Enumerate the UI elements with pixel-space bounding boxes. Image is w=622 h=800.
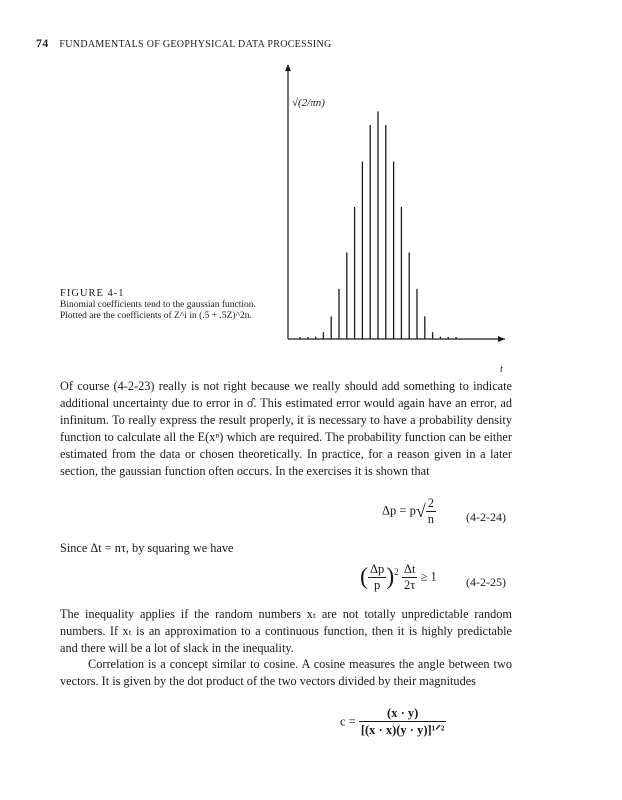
equation-4-2-24: [382, 496, 436, 527]
paragraph-2: Since Δt = nτ, by squaring we have: [60, 541, 234, 555]
paragraph-1: Of course (4-2-23) really is not right because we really should add something to indicate additional uncertainty due to error in σ̂. This estimated error would again have an error, ad infinitum. To really express the result properly, it is necessary to have a probability density function to calculate all the E(xⁿ) which are required. The probability function can be either estimated from the data or chosen theoretically. In practice, for a reason given in a later section, the gaussian function often occurs. In the exercises it is shown that: [60, 379, 512, 478]
eq3-lhs: c =: [340, 714, 356, 729]
x-axis-label: t: [500, 364, 503, 375]
eq2-frac-num: Δt: [403, 562, 416, 576]
figure-4-1: [0, 0, 622, 380]
eq3-fraction: [359, 706, 447, 738]
eq2-den: p: [374, 578, 381, 592]
eq2-lparen: (: [360, 564, 368, 590]
caption-label: FIGURE 4-1: [60, 288, 125, 299]
eq2-exponent: 2: [394, 567, 399, 578]
figure-caption: [60, 288, 272, 322]
eq3-den: [(x · x)(y · y)]¹ᐟ²: [360, 723, 445, 737]
eq1-frac-num: 2: [427, 496, 434, 510]
paragraph-3: The inequality applies if the random numbers xₜ are not totally unpredictable random numbers. If xₜ is an approximation to a continuous function, then it is highly predictable and there will be a lot of slack in the inequality.: [60, 607, 512, 655]
eq2-frac-den: 2τ: [404, 578, 416, 592]
eq1-radical: √: [415, 501, 426, 521]
caption-text: Binomial coefficients tend to the gaussian function. Plotted are the coefficients of Z^i in (.5 + .5Z)^2n.: [60, 300, 256, 321]
page-number: 74: [36, 36, 49, 50]
equation-number-4-2-25: (4-2-25): [466, 575, 506, 589]
equation-number-4-2-24: (4-2-24): [466, 510, 506, 524]
eq2-num: Δp: [370, 562, 385, 576]
eq2-fraction: [402, 562, 418, 593]
eq1-lhs: Δp = p: [382, 503, 416, 518]
y-axis-label: √(2/πn): [292, 97, 325, 109]
eq2-rparen: ): [386, 564, 395, 590]
equation-4-2-25: [360, 562, 437, 593]
running-head-title: FUNDAMENTALS OF GEOPHYSICAL DATA PROCESSING: [59, 39, 332, 50]
eq1-frac-den: n: [427, 512, 434, 526]
eq3-num: (x · y): [359, 706, 447, 722]
y-axis-arrow: [285, 64, 291, 71]
eq2-relation: ≥ 1: [420, 569, 437, 584]
eq1-fraction: [426, 496, 436, 527]
figure-bars: [300, 111, 456, 339]
eq2-inner-fraction: [368, 562, 386, 593]
x-axis-arrow: [498, 336, 505, 342]
paragraph-4: Correlation is a concept similar to cosine. A cosine measures the angle between two vectors. It is given by the dot product of the two vectors divided by their magnitudes: [60, 657, 512, 688]
equation-correlation: [340, 706, 446, 738]
